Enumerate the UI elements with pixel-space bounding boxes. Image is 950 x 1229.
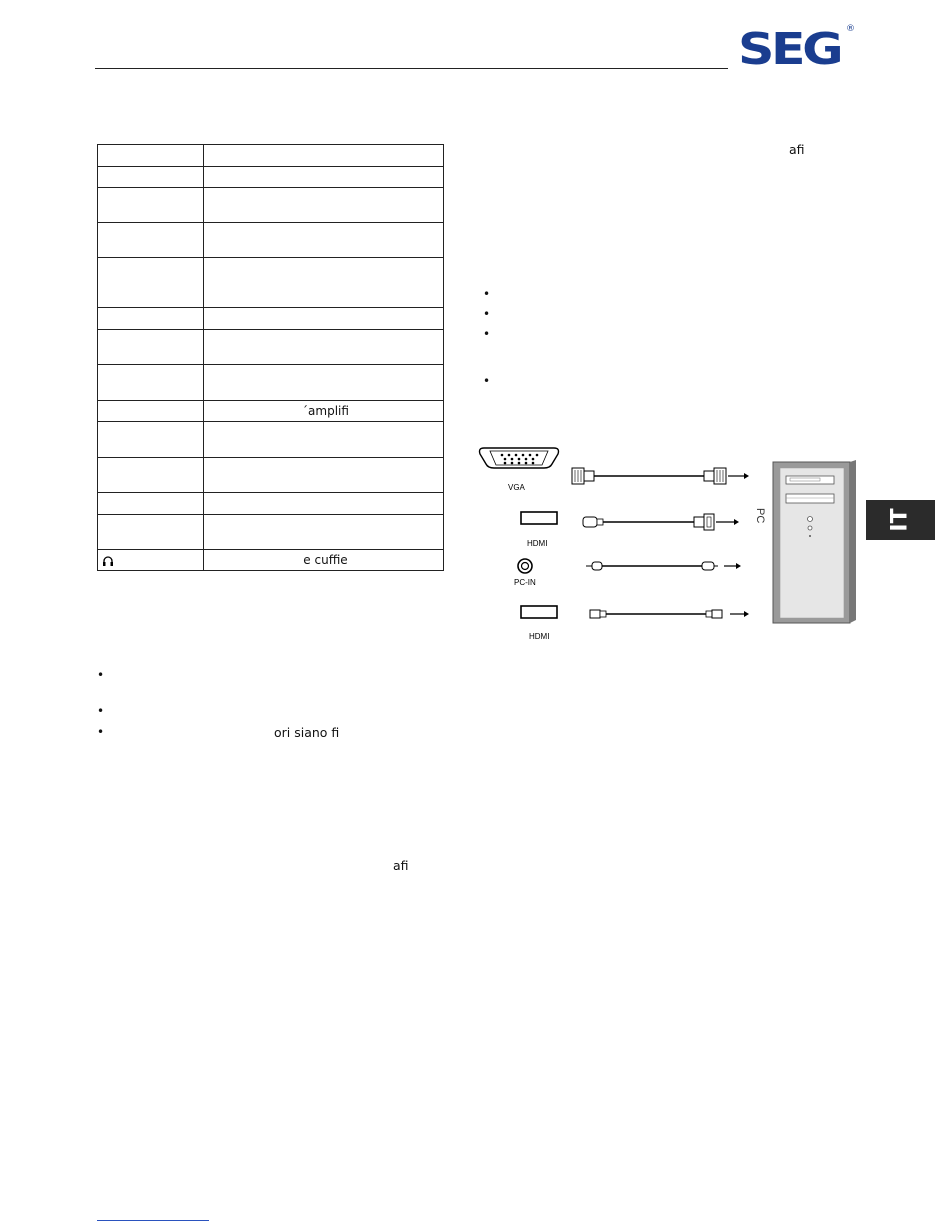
arrow-icon bbox=[724, 563, 741, 569]
audio-cable bbox=[586, 562, 718, 570]
table-cell-desc bbox=[204, 365, 444, 401]
hdmi-label-1: HDMI bbox=[527, 539, 548, 548]
bullet-2: • bbox=[97, 704, 105, 718]
header-rule bbox=[95, 68, 728, 69]
arrow-icon bbox=[730, 611, 749, 617]
hdmi-port-icon bbox=[521, 606, 557, 618]
table-row bbox=[98, 330, 444, 365]
table-row bbox=[98, 515, 444, 550]
table-row bbox=[98, 458, 444, 493]
table-cell-label bbox=[98, 515, 204, 550]
table-cell-desc bbox=[204, 223, 444, 258]
footer-link-underline[interactable] bbox=[97, 1220, 209, 1221]
table-row bbox=[98, 258, 444, 308]
pc-in-label: PC-IN bbox=[514, 578, 536, 587]
right-bullet-2: • bbox=[483, 307, 491, 321]
vga-label: VGA bbox=[508, 483, 525, 492]
brand-name: SEG bbox=[738, 24, 841, 75]
table-cell-desc bbox=[204, 422, 444, 458]
table-row bbox=[98, 308, 444, 330]
table-cell-desc: e cuffie bbox=[204, 550, 444, 571]
pc-connection-diagram bbox=[478, 440, 864, 650]
table-cell-label bbox=[98, 458, 204, 493]
language-tab-label: IT bbox=[887, 508, 913, 532]
table-row bbox=[98, 188, 444, 223]
table-cell-desc bbox=[204, 458, 444, 493]
right-bullet-4: • bbox=[483, 374, 491, 388]
table-cell-desc bbox=[204, 308, 444, 330]
table-cell-label bbox=[98, 401, 204, 422]
table-cell-desc bbox=[204, 515, 444, 550]
pc-label: PC bbox=[754, 508, 766, 524]
table-cell-desc bbox=[204, 493, 444, 515]
table-row bbox=[98, 493, 444, 515]
table-cell-label bbox=[98, 330, 204, 365]
language-tab bbox=[866, 500, 935, 540]
pc-tower-icon bbox=[773, 460, 856, 623]
bullet-3: • bbox=[97, 725, 105, 739]
hdmi-cable bbox=[583, 514, 714, 530]
headphones-icon bbox=[102, 555, 114, 567]
table-cell-desc bbox=[204, 188, 444, 223]
arrow-icon bbox=[728, 473, 749, 479]
connector-table bbox=[97, 144, 444, 571]
table-cell-label bbox=[98, 145, 204, 167]
table-cell-desc bbox=[204, 330, 444, 365]
vga-port-icon bbox=[480, 448, 559, 468]
table-cell-desc bbox=[204, 145, 444, 167]
right-afi-text: afi bbox=[789, 142, 805, 157]
right-bullet-3: • bbox=[483, 327, 491, 341]
hdmi-cable bbox=[590, 610, 722, 618]
table-cell-desc bbox=[204, 167, 444, 188]
table-row bbox=[98, 167, 444, 188]
table-cell-desc bbox=[204, 258, 444, 308]
table-row bbox=[98, 422, 444, 458]
left-afi-text: afi bbox=[393, 858, 409, 873]
table-cell-label bbox=[98, 258, 204, 308]
table-row bbox=[98, 145, 444, 167]
table-cell-desc: ´amplifi bbox=[204, 401, 444, 422]
table-cell-label bbox=[98, 550, 204, 571]
table-cell-label bbox=[98, 188, 204, 223]
table-cell-label bbox=[98, 493, 204, 515]
table-row bbox=[98, 365, 444, 401]
table-cell-label bbox=[98, 308, 204, 330]
table-row bbox=[98, 401, 444, 422]
vga-cable bbox=[572, 468, 726, 484]
brand-logo bbox=[738, 26, 860, 74]
arrow-icon bbox=[716, 519, 739, 525]
table-row bbox=[98, 550, 444, 571]
bullet-1: • bbox=[97, 668, 105, 682]
hdmi-port-icon bbox=[521, 512, 557, 524]
table-cell-label bbox=[98, 167, 204, 188]
table-cell-label bbox=[98, 365, 204, 401]
table-cell-label bbox=[98, 422, 204, 458]
audio-jack-icon bbox=[518, 559, 532, 573]
bullet-3-text: ori siano fi bbox=[274, 725, 340, 740]
table-cell-label bbox=[98, 223, 204, 258]
table-row bbox=[98, 223, 444, 258]
registered-mark: ® bbox=[846, 24, 855, 34]
right-bullet-1: • bbox=[483, 287, 491, 301]
hdmi-label-2: HDMI bbox=[529, 632, 550, 641]
